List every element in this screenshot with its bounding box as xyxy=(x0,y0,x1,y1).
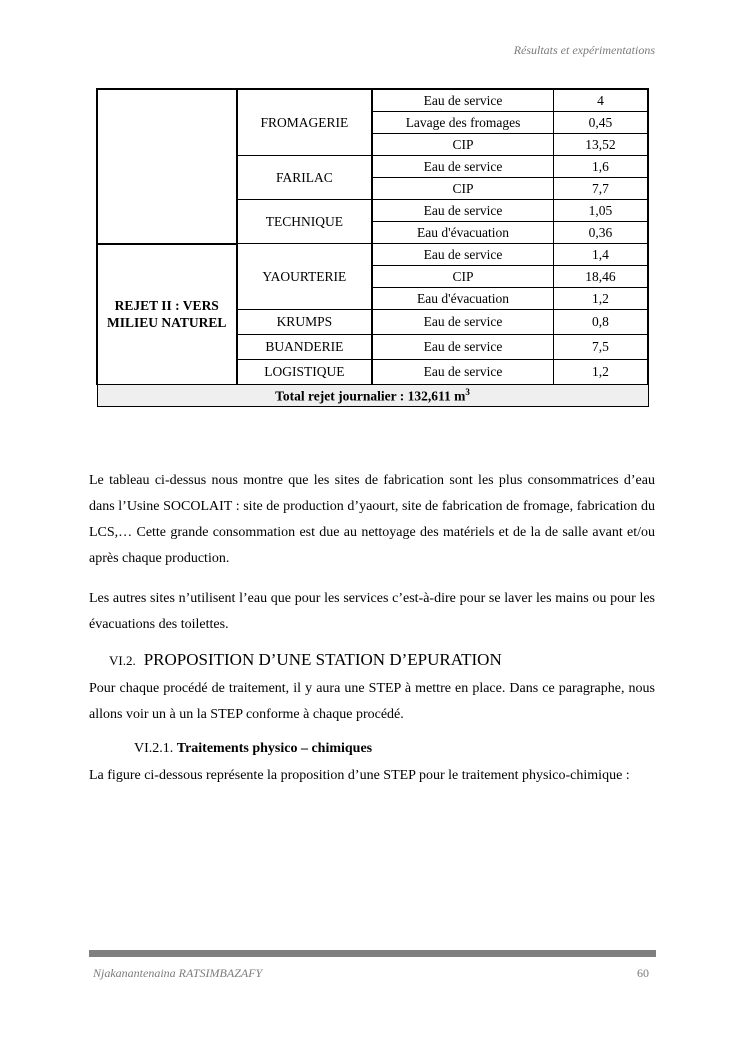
use-cell: Eau d'évacuation xyxy=(372,288,553,310)
value-cell: 13,52 xyxy=(553,134,648,156)
subsection-number: VI.2.1. xyxy=(134,741,174,756)
paragraph: Le tableau ci-dessus nous montre que les sites de fabrication sont les plus consommatrices d’eau dans l’Usine SOCOLAIT : site de production d’yaourt, site de fabrication de fromage, fabrication du LCS,… Cette grande consommation est due au nettoyage des matériels et de la de salle avant et/ou après chaque production. xyxy=(89,473,655,566)
value-cell: 1,6 xyxy=(553,156,648,178)
site-cell: FROMAGERIE xyxy=(237,89,373,156)
value-cell: 1,2 xyxy=(553,360,648,385)
use-cell: Eau de service xyxy=(372,360,553,385)
use-cell: Eau de service xyxy=(372,310,553,335)
reject-category-cell: REJET II : VERS MILIEU NATUREL xyxy=(97,244,237,385)
value-cell: 1,05 xyxy=(553,200,648,222)
paragraph: Pour chaque procédé de traitement, il y aura une STEP à mettre en place. Dans ce paragraphe, nous allons voir un à un la STEP conforme à chaque procédé. xyxy=(89,681,655,722)
use-cell: Eau de service xyxy=(372,156,553,178)
site-cell: KRUMPS xyxy=(237,310,373,335)
use-cell: CIP xyxy=(372,134,553,156)
section-title: PROPOSITION D’UNE STATION D’EPURATION xyxy=(143,650,502,669)
value-cell: 18,46 xyxy=(553,266,648,288)
subsection-heading xyxy=(134,741,372,757)
value-cell: 1,4 xyxy=(553,244,648,266)
site-cell: TECHNIQUE xyxy=(237,200,373,244)
water-consumption-table xyxy=(96,88,649,407)
use-cell: CIP xyxy=(372,178,553,200)
running-header: Résultats et expérimentations xyxy=(513,43,655,57)
value-cell: 0,45 xyxy=(553,112,648,134)
use-cell: CIP xyxy=(372,266,553,288)
use-cell: Eau de service xyxy=(372,244,553,266)
total-row xyxy=(97,385,648,407)
value-cell: 4 xyxy=(553,89,648,112)
use-cell: Lavage des fromages xyxy=(372,112,553,134)
value-cell: 7,5 xyxy=(553,335,648,360)
use-cell: Eau de service xyxy=(372,200,553,222)
use-cell: Eau de service xyxy=(372,335,553,360)
total-unit-superscript: 3 xyxy=(465,386,470,397)
section-heading xyxy=(109,650,502,670)
site-cell: LOGISTIQUE xyxy=(237,360,373,385)
paragraph: Les autres sites n’utilisent l’eau que pour les services c’est-à-dire pour se laver les mains ou pour les évacuations des toilettes. xyxy=(89,591,655,632)
total-label: Total rejet journalier : 132,611 m xyxy=(275,388,466,404)
value-cell: 7,7 xyxy=(553,178,648,200)
paragraph: La figure ci-dessous représente la proposition d’une STEP pour le traitement physico-chimique : xyxy=(89,768,630,783)
value-cell: 0,8 xyxy=(553,310,648,335)
value-cell: 0,36 xyxy=(553,222,648,244)
section-number: VI.2. xyxy=(109,653,136,668)
subsection-title: Traitements physico – chimiques xyxy=(176,741,373,756)
empty-category-cell xyxy=(97,89,237,244)
site-cell: YAOURTERIE xyxy=(237,244,373,310)
site-cell: BUANDERIE xyxy=(237,335,373,360)
page-number: 60 xyxy=(637,966,649,980)
site-cell: FARILAC xyxy=(237,156,373,200)
value-cell: 1,2 xyxy=(553,288,648,310)
footer-author: Njakanantenaina RATSIMBAZAFY xyxy=(93,966,263,980)
footer-rule xyxy=(89,950,656,957)
use-cell: Eau d'évacuation xyxy=(372,222,553,244)
use-cell: Eau de service xyxy=(372,89,553,112)
